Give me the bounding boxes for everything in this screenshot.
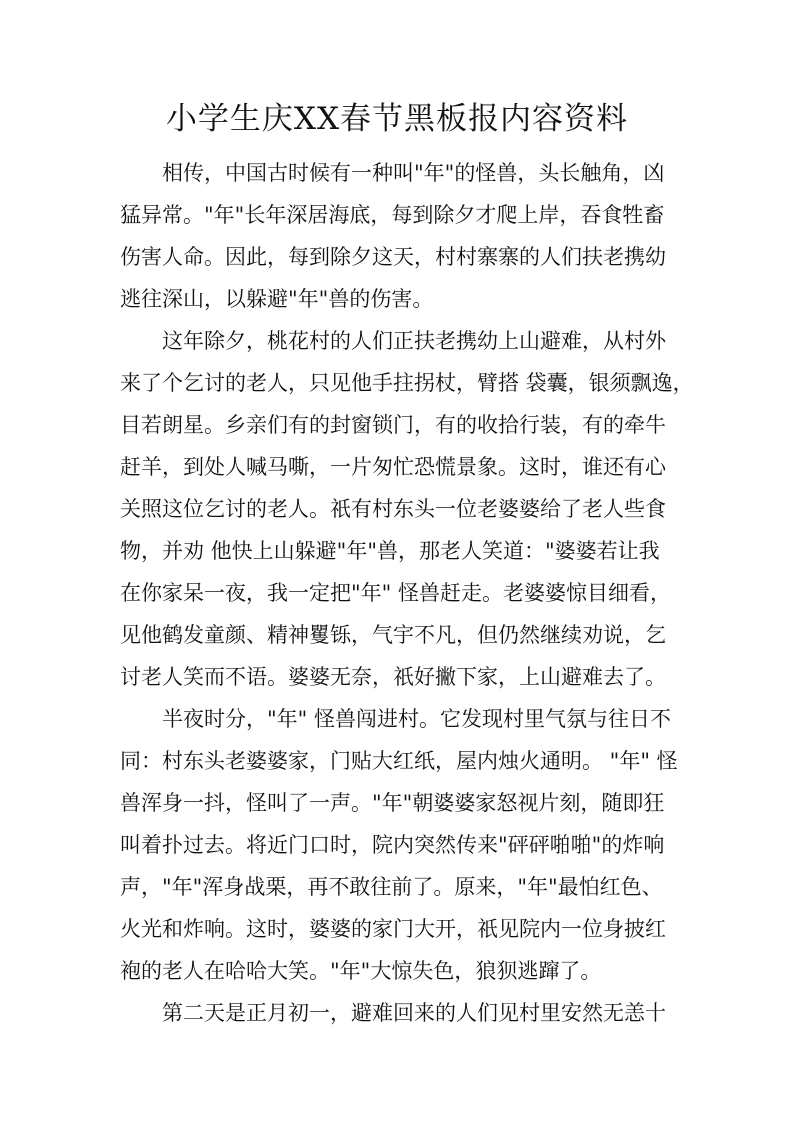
text-line: 叫着扑过去。将近门口时，院内突然传来"砰砰啪啪"的炸响 xyxy=(120,833,665,857)
text-line: 袍的老人在哈哈大笑。"年"大惊失色，狼狈逃蹿了。 xyxy=(120,959,602,983)
text-line: 逃往深山，以躲避"年"兽的伤害。 xyxy=(120,287,434,311)
text-line: 目若朗星。乡亲们有的封窗锁门，有的收拾行装，有的牵牛 xyxy=(120,413,666,437)
text-line: 同：村东头老婆婆家，门贴大红纸，屋内烛火通明。 "年" 怪 xyxy=(120,749,678,773)
text-line: 第二天是正月初一，避难回来的人们见村里安然无恙十 xyxy=(120,1001,666,1025)
text-line: 关照这位乞讨的老人。祇有村东头一位老婆婆给了老人些食 xyxy=(120,497,666,521)
document-title: 小学生庆XX春节黑板报内容资料 xyxy=(165,101,629,137)
text-line: 赶羊，到处人喊马嘶，一片匆忙恐慌景象。这时，谁还有心 xyxy=(120,455,666,479)
text-line: 讨老人笑而不语。婆婆无奈，祇好撇下家，上山避难去了。 xyxy=(120,665,666,689)
text-line: 半夜时分，"年" 怪兽闯进村。它发现村里气氛与往日不 xyxy=(120,707,671,731)
text-line: 猛异常。"年"长年深居海底，每到除夕才爬上岸，吞食牲畜 xyxy=(120,203,665,227)
text-line: 火光和炸响。这时，婆婆的家门大开，祇见院内一位身披红 xyxy=(120,917,666,941)
text-line: 见他鹤发童颜、精神矍铄，气宇不凡，但仍然继续劝说，乞 xyxy=(120,623,666,647)
text-line: 相传，中国古时候有一种叫"年"的怪兽，头长触角，凶 xyxy=(120,161,665,185)
text-line: 伤害人命。因此，每到除夕这天，村村寨寨的人们扶老携幼 xyxy=(120,245,666,269)
text-line: 来了个乞讨的老人，只见他手拄拐杖，臂搭 袋囊，银须飘逸， xyxy=(120,371,694,395)
text-line: 兽浑身一抖，怪叫了一声。"年"朝婆婆家怒视片刻，随即狂 xyxy=(120,791,665,815)
text-line: 在你家呆一夜，我一定把"年" 怪兽赶走。老婆婆惊目细看， xyxy=(120,581,671,605)
text-line: 物，并劝 他快上山躲避"年"兽，那老人笑道："婆婆若让我 xyxy=(120,539,660,563)
text-line: 声，"年"浑身战栗，再不敢往前了。原来，"年"最怕红色、 xyxy=(120,875,663,899)
document-body xyxy=(120,152,694,1034)
text-line: 这年除夕，桃花村的人们正扶老携幼上山避难，从村外 xyxy=(120,329,666,353)
